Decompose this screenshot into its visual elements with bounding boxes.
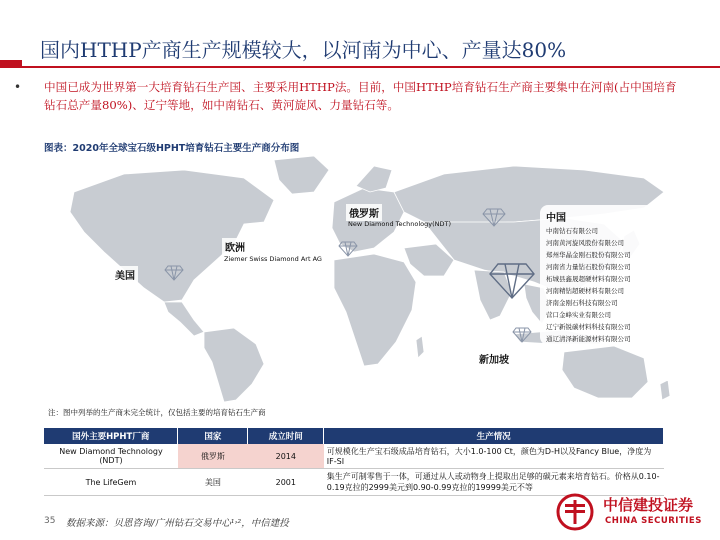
list-item: 中南钻石有限公司: [546, 227, 598, 235]
list-item: 通辽清泽新能源材料有限公司: [546, 335, 631, 343]
table-header-info: 生产情况: [324, 428, 664, 444]
list-item: 柘城县鑫晟超硬材料有限公司: [546, 275, 631, 283]
table-row: [44, 444, 664, 469]
table-cell-info: 可规模化生产宝石级成品培育钻石，大小1.0-100 Ct，颜色为D-H以及Fancy Blue，净度为IF-SI: [324, 444, 664, 469]
table-cell-year: 2001: [248, 469, 324, 496]
list-item: 河南省力量钻石股份有限公司: [546, 263, 631, 271]
table-cell-country: 俄罗斯: [178, 444, 248, 469]
list-item: 辽宁新锐碳材料科技有限公司: [546, 323, 631, 331]
region-label-singapore: 新加坡: [476, 350, 512, 367]
logo-text-en: CHINA SECURITIES: [605, 516, 702, 526]
list-item: 河南精钻超硬材料有限公司: [546, 287, 624, 295]
page-number: 35: [44, 516, 56, 526]
company-label-ziemer: Ziemer Swiss Diamond Art AG: [224, 255, 322, 263]
title-divider: [0, 66, 720, 68]
bullet-text: 中国已成为世界第一大培育钻石生产国、主要采用HTHP法。目前，中国HTHP培育钻石生产商主要集中在河南(占中国培育钻石总产量80%)、辽宁等地，如中南钻石、黄河旋风、力量钻石等。: [44, 80, 677, 112]
producers-table: [44, 428, 664, 496]
table-header-company: 国外主要HPHT厂商: [44, 428, 178, 444]
table-header-row: [44, 428, 664, 444]
table-header-country: 国家: [178, 428, 248, 444]
figure-caption: 图表：2020年全球宝石级HPHT培育钻石主要生产商分布图: [44, 143, 300, 154]
china-company-list: [546, 225, 631, 345]
region-label-europe: 欧洲: [222, 238, 248, 255]
table-cell-company: New Diamond Technology (NDT): [44, 444, 178, 469]
table-cell-info: 集生产可制零售于一体，可通过从人或动物身上提取出足够的碳元素来培育钻石。价格从0.10-0.19克拉的2999美元到0.90-0.99克拉的19999美元不等: [324, 469, 664, 496]
list-item: 济南金刚石科技有限公司: [546, 299, 618, 307]
company-label-ndt: New Diamond Technology(NDT): [348, 220, 451, 228]
region-label-china: 中国: [546, 213, 566, 224]
list-item: 河南黄河旋风股份有限公司: [546, 239, 624, 247]
logo-text-cn: 中信建投证券: [603, 496, 694, 514]
page-title: 国内HTHP产商生产规模较大，以河南为中心、产量达80%: [40, 38, 567, 62]
source-note: 数据来源：贝恩咨询/广州钻石交易中心¹˒²，中信建投: [66, 518, 289, 529]
table-header-year: 成立时间: [248, 428, 324, 444]
figure-note: 注：图中列举的生产商未完全统计，仅包括主要的培育钻石生产商: [48, 408, 266, 417]
logo-emblem-icon: [553, 492, 597, 532]
region-label-russia: 俄罗斯: [346, 204, 382, 221]
region-label-usa: 美国: [112, 266, 138, 283]
table-cell-country: 美国: [178, 469, 248, 496]
bullet-marker: •: [14, 80, 22, 94]
table-cell-year: 2014: [248, 444, 324, 469]
china-company-panel: [540, 205, 660, 345]
list-item: 郑州华晶金刚石股份有限公司: [546, 251, 631, 259]
table-cell-company: The LifeGem: [44, 469, 178, 496]
list-item: 营口金峰实业有限公司: [546, 311, 611, 319]
company-logo: [553, 492, 713, 536]
